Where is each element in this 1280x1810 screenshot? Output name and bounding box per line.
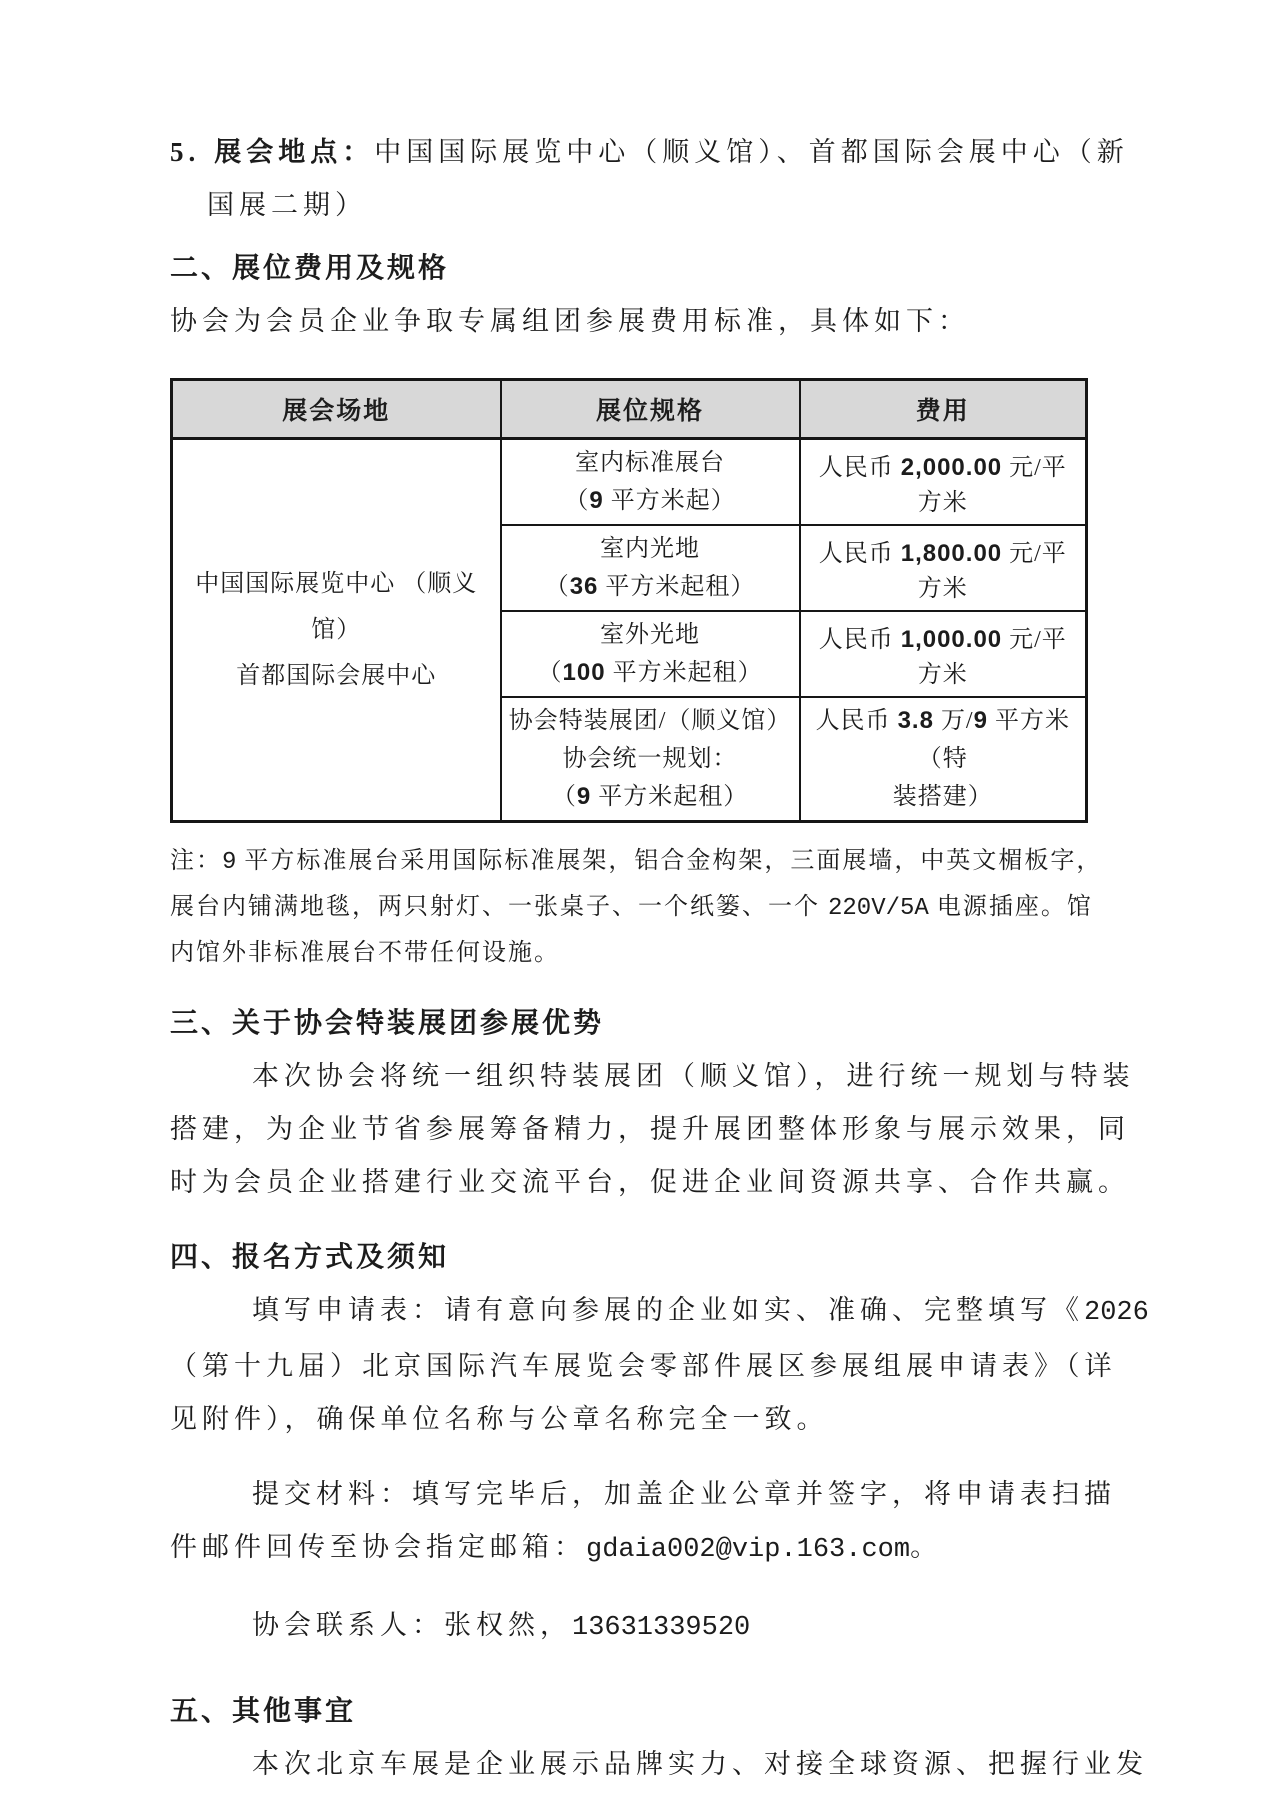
- fee-table: [170, 378, 1088, 823]
- body-line: （第十九届）北京国际汽车展览会零部件展区参展组展申请表》（详: [170, 1351, 1117, 1381]
- spec-line: 室内光地: [600, 536, 701, 562]
- contact-phone: 13631339520: [572, 1613, 751, 1643]
- venue-cell: [172, 439, 501, 822]
- note-line1: 注：9 平方标准展台采用国际标准展架，铝合金构架，三面展墙，中英文楣板字，: [170, 848, 1103, 876]
- item5-number: 5.: [170, 137, 201, 167]
- item5-title: 展会地点：: [214, 137, 375, 167]
- body-line: 提交材料：填写完毕后，加盖企业公章并签字，将申请表扫描: [252, 1479, 1116, 1509]
- body-line: 本次协会将统一组织特装展团（顺义馆），进行统一规划与特装: [252, 1061, 1135, 1091]
- header-venue: 展会场地: [172, 380, 501, 439]
- section5-body-line: 本次北京车展是企业展示品牌实力、对接全球资源、把握行业发: [252, 1749, 1148, 1779]
- section4-heading: 四、报名方式及须知: [170, 1242, 450, 1273]
- fee-cell: 人民币 2,000.00 元/平方米: [800, 439, 1087, 526]
- body-line: 时为会员企业搭建行业交流平台，促进企业间资源共享、合作共赢。: [170, 1167, 1130, 1197]
- venue-line2: 首都国际会展中心: [236, 663, 437, 689]
- fee-cell: 人民币 1,800.00 元/平方米: [800, 525, 1087, 611]
- fee-line2: 装搭建）: [892, 784, 993, 810]
- fee-cell: 人民币 3.8 万/9 平方米（特 装搭建）: [800, 697, 1087, 822]
- spec-cell: [501, 697, 800, 822]
- body-line: 搭建，为企业节省参展筹备精力，提升展团整体形象与展示效果，同: [170, 1114, 1130, 1144]
- table-note: [170, 839, 1116, 975]
- section5-heading: 五、其他事宜: [170, 1696, 357, 1727]
- header-fee: 费用: [800, 380, 1087, 439]
- note-line3: 内馆外非标准展台不带任何设施。: [170, 940, 560, 966]
- spec-cell: [501, 439, 800, 526]
- spec-line: （9 平方米起）: [564, 487, 736, 514]
- section3-body: [170, 1050, 1135, 1209]
- body-line: 件邮件回传至协会指定邮箱：gdaia002@vip.163.com。: [170, 1532, 943, 1565]
- header-spec: 展位规格: [501, 380, 800, 439]
- spec-line: 室外光地: [600, 622, 701, 648]
- spec-line: 室内标准展台: [575, 450, 726, 476]
- item5-line1: [170, 126, 1129, 179]
- spec-cell: [501, 611, 800, 697]
- item5-text: 中国国际展览中心（顺义馆）、首都国际会展中心（新: [374, 137, 1129, 167]
- section2-intro: 协会为会员企业争取专属组团参展费用标准，具体如下：: [170, 306, 970, 336]
- body-line: 见附件），确保单位名称与公章名称完全一致。: [170, 1404, 829, 1434]
- body-line: 填写申请表：请有意向参展的企业如实、准确、完整填写《2026: [252, 1295, 1149, 1328]
- table-row: [172, 439, 1087, 526]
- item5-line2: 国展二期）: [207, 190, 367, 220]
- spec-line: 协会特装展团/（顺义馆）: [508, 708, 792, 734]
- section4-paragraph3: [170, 1599, 1116, 1655]
- venue-line1: 中国国际展览中心 （顺义馆）: [195, 571, 478, 643]
- contact-line: [252, 1599, 1116, 1655]
- section4-paragraph1: [170, 1284, 1149, 1446]
- fee-cell: 人民币 1,000.00 元/平方米: [800, 611, 1087, 697]
- contact-label: 协会联系人：张权然，: [252, 1610, 572, 1640]
- spec-line: （36 平方米起租）: [544, 573, 756, 600]
- note-line2: 展台内铺满地毯，两只射灯、一张桌子、一个纸篓、一个 220V/5A 电源插座。馆: [170, 894, 1093, 922]
- spec-cell: [501, 525, 800, 611]
- section3-heading: 三、关于协会特装展团参展优势: [170, 1008, 605, 1039]
- spec-line: （9 平方米起租）: [551, 783, 749, 810]
- section4-paragraph2: [170, 1468, 1116, 1577]
- section2-heading: 二、展位费用及规格: [170, 253, 450, 284]
- list-item-5: [170, 126, 1129, 232]
- table-header-row: [172, 380, 1087, 439]
- spec-line: （100 平方米起租）: [537, 659, 763, 686]
- spec-line: 协会统一规划：: [562, 746, 738, 772]
